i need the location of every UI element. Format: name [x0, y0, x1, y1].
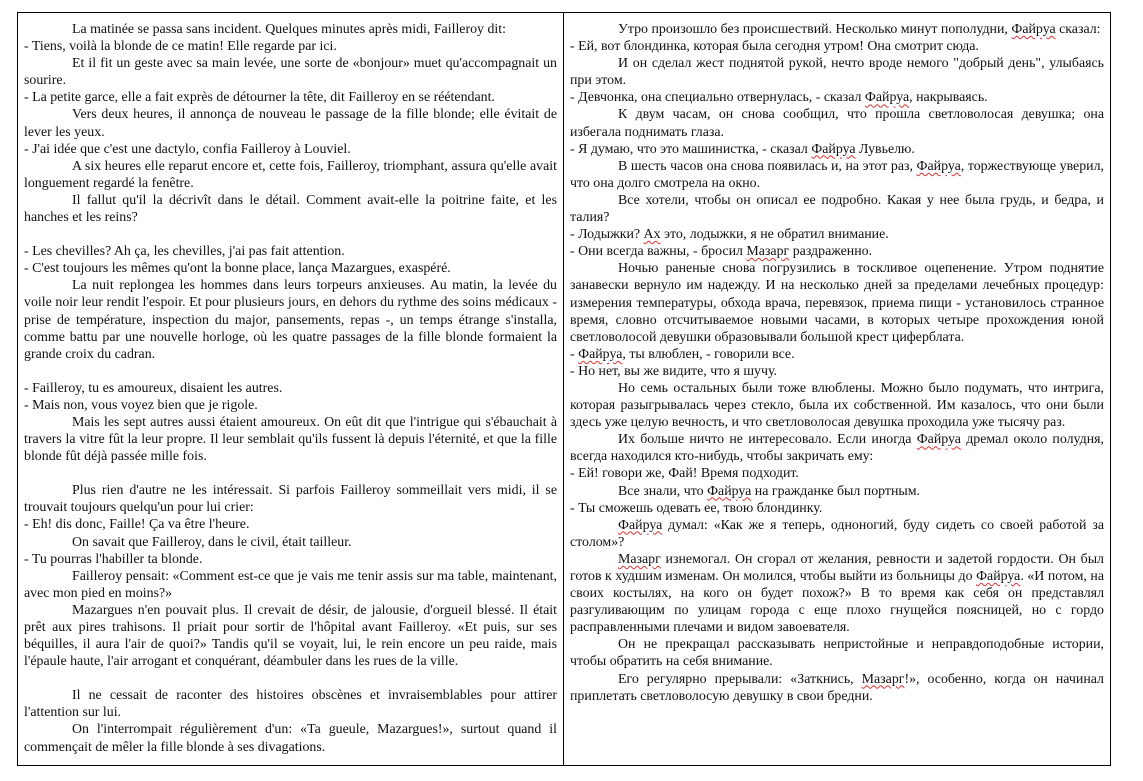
paragraph: - Tu pourras l'habiller ta blonde.: [24, 551, 203, 567]
paragraph: La nuit replongea les hommes dans leurs torpeurs anxieuses. Au matin, la levée du voile noir leur rendit l'espoir. Et pour plusieurs jours, en dehors du rythme des soins médicaux - prise de température, inspection du major, pansements, repas -, un temps étrange s'installa, comme battu par une nouvelle horloge, où les quatre passages de la fille blonde formaient la grande croix du cadran.: [24, 278, 557, 362]
paragraph: Мазарг изнемогал. Он сгорал от желания, ревности и задетой гордости. Он был готов к худшим изменам. Он молился, чтобы выйти из больницы до Файруа. «И потом, на своих костылях, на кого он будет похож?» В то время как себя он представлял разгуливающим по улицам города с еще плохо гнущейся поясницей, но с гордо расправленными плечами и видом завоевателя.: [570, 551, 1104, 636]
paragraph: - Ей! говори же, Фай! Время подходит.: [570, 466, 799, 482]
paragraph-gap: [24, 465, 557, 482]
paragraph: - Ей, вот блондинка, которая была сегодня утром! Она смотрит сюда.: [570, 39, 979, 55]
paragraph: La matinée se passa sans incident. Quelques minutes après midi, Failleroy dit:: [72, 22, 506, 37]
russian-column: [564, 13, 1110, 765]
paragraph: Plus rien d'autre ne les intéressait. Si parfois Failleroy sommeillait vers midi, il se trouvait toujours quelqu'un pour lui crier:: [24, 483, 557, 516]
french-column: [18, 13, 564, 765]
spellcheck-word: Мазарг: [861, 671, 905, 687]
paragraph: On l'interrompait régulièrement d'un: «Ta gueule, Mazargues!», surtout quand il commençait de mêler la fille blonde à ses divagations.: [24, 722, 557, 755]
spellcheck-word: Файруа: [578, 346, 623, 362]
paragraph: В шесть часов она снова появилась и, на этот раз, Файруа, торжествующе уверил, что она долго смотрела на окно.: [570, 158, 1105, 191]
spellcheck-word: Файруа: [1011, 22, 1056, 37]
paragraph: - Eh! dis donc, Faille! Ça va être l'heure.: [24, 517, 250, 533]
paragraph: - Они всегда важны, - бросил Мазарг раздраженно.: [570, 244, 873, 260]
paragraph: - Но нет, вы же видите, что я шучу.: [570, 363, 778, 379]
paragraph: - Les chevilles? Ah ça, les chevilles, j'ai pas fait attention.: [24, 244, 345, 260]
spellcheck-word: Файруа: [864, 90, 910, 106]
paragraph: Все хотели, чтобы он описал ее подробно. Какая у нее была грудь, и бедра, и талия?: [570, 192, 1104, 226]
spellcheck-word: Файруа: [976, 569, 1021, 584]
paragraph: - Я думаю, что это машинистка, - сказал Файруа Лувьелю.: [570, 141, 915, 157]
paragraph: И он сделал жест поднятой рукой, нечто вроде немого "добрый день", улыбаясь при этом.: [570, 56, 1104, 89]
paragraph: A six heures elle reparut encore et, cette fois, Failleroy, triomphant, assura qu'elle avait longuement regardé la fenêtre.: [24, 158, 557, 191]
paragraph-gap: [24, 670, 557, 687]
spellcheck-word: Мазарг: [618, 551, 661, 567]
paragraph: Il fallut qu'il la décrivît dans le détail. Comment avait-elle la poitrine faite, et les hanches et les reins?: [24, 192, 557, 226]
paragraph: Vers deux heures, il annonça de nouveau le passage de la fille blonde; elle évitait de lever les yeux.: [24, 107, 557, 140]
paragraph: - Ты сможешь одевать ее, твою блондинку.: [570, 500, 823, 516]
paragraph: Их больше ничто не интересовало. Если иногда Файруа дремал около полудня, всегда находился кто-нибудь, чтобы закричать ему:: [570, 432, 1104, 465]
spellcheck-word: Файруа: [916, 158, 961, 174]
paragraph: Его регулярно прерывали: «Заткнись, Мазарг!», особенно, когда он начинал приплетать светловолосую девушку в свои бредни.: [570, 671, 1104, 704]
spellcheck-word: Файруа: [811, 141, 856, 157]
paragraph: Но семь остальных были тоже влюблены. Можно было подумать, что интрига, которая разыгрывалась через стекло, была их собственной. Им казалось, что они были здесь уже целую вечность, и что светловолосая девушка проходила уже тысячу раз.: [570, 380, 1104, 431]
paragraph: - J'ai idée que c'est une dactylo, confia Failleroy à Louviel.: [24, 141, 351, 157]
paragraph: - Mais non, vous voyez bien que je rigole.: [24, 397, 258, 413]
paragraph: Ночью раненые снова погрузились в тоскливое оцепенение. Утром поднятие занавески вернуло им надежду. И на несколько дней за пределами лечебных процедур: измерения температуры, обхода врача, перевязок, приема пищи - установилось странное время, словно отсчитываемое новыми часами, в которых четыре прохождения юной светловолосой девушки образовывали большой крест циферблата.: [570, 261, 1104, 345]
spellcheck-word: Файруа: [618, 517, 663, 533]
paragraph-gap: [24, 363, 557, 380]
paragraph: Он не прекращал рассказывать непристойные и неправдоподобные истории, чтобы обратить на себя внимание.: [570, 637, 1104, 670]
paragraph: - C'est toujours les mêmes qu'ont la bonne place, lança Mazargues, exaspéré.: [24, 261, 451, 277]
spellcheck-word: Ах: [643, 227, 661, 243]
paragraph: Mais les sept autres aussi étaient amoureux. On eût dit que l'intrigue qui s'ébauchait à travers la vitre fût la leur propre. Il leur semblait qu'ils fussent là depuis l'éternité, et que la fille blonde fût déjà passée mille fois.: [24, 414, 557, 465]
paragraph: Утро произошло без происшествий. Несколько минут пополудни, Файруа сказал:: [618, 22, 1101, 37]
paragraph: Файруа думал: «Как же я теперь, одноногий, буду сидеть со своей работой за столом»?: [570, 517, 1104, 550]
spellcheck-word: Мазарг: [746, 244, 790, 260]
spellcheck-word: Файруа: [707, 483, 752, 499]
paragraph: Все знали, что Файруа на гражданке был портным.: [618, 483, 921, 499]
paragraph: К двум часам, он снова сообщил, что прошла светловолосая девушка; она избегала поднимать глаза.: [570, 107, 1104, 140]
paragraph: Et il fit un geste avec sa main levée, une sorte de «bonjour» muet qu'accompagnait un sourire.: [24, 56, 557, 89]
paragraph: - Файруа, ты влюблен, - говорили все.: [570, 346, 795, 362]
paragraph: - La petite garce, elle a fait exprès de détourner la tête, dit Failleroy en se réétendant.: [24, 90, 495, 106]
translation-table: [17, 12, 1111, 766]
paragraph: - Tiens, voilà la blonde de ce matin! Elle regarde par ici.: [24, 39, 337, 55]
paragraph: On savait que Failleroy, dans le civil, était tailleur.: [72, 534, 352, 550]
paragraph: Il ne cessait de raconter des histoires obscènes et invraisemblables pour attirer l'attention sur lui.: [24, 688, 557, 721]
paragraph: Mazargues n'en pouvait plus. Il crevait de désir, de jalousie, d'orgueil blessé. Il était prêt aux pires trahisons. Il priait pour sortir de l'hôpital avant Failleroy. «Et puis, sur ses béquilles, il aura l'air de quoi?» Tandis qu'il se voyait, lui, le rein encore un peu raide, mais l'épaule haute, l'air arrogant et conquérant, déambuler dans les rues de la ville.: [24, 602, 557, 670]
paragraph: - Лодыжки? Ах это, лодыжки, я не обратил внимание.: [570, 227, 889, 243]
spellcheck-word: Файруа: [916, 432, 961, 448]
paragraph: - Failleroy, tu es amoureux, disaient les autres.: [24, 380, 283, 396]
paragraph: - Девчонка, она специально отвернулась, - сказал Файруа, накрываясь.: [570, 90, 988, 106]
paragraph-gap: [24, 226, 557, 243]
paragraph: Failleroy pensait: «Comment est-ce que je vais me tenir assis sur ma table, maintenant, avec mon pied en moins?»: [24, 568, 557, 601]
